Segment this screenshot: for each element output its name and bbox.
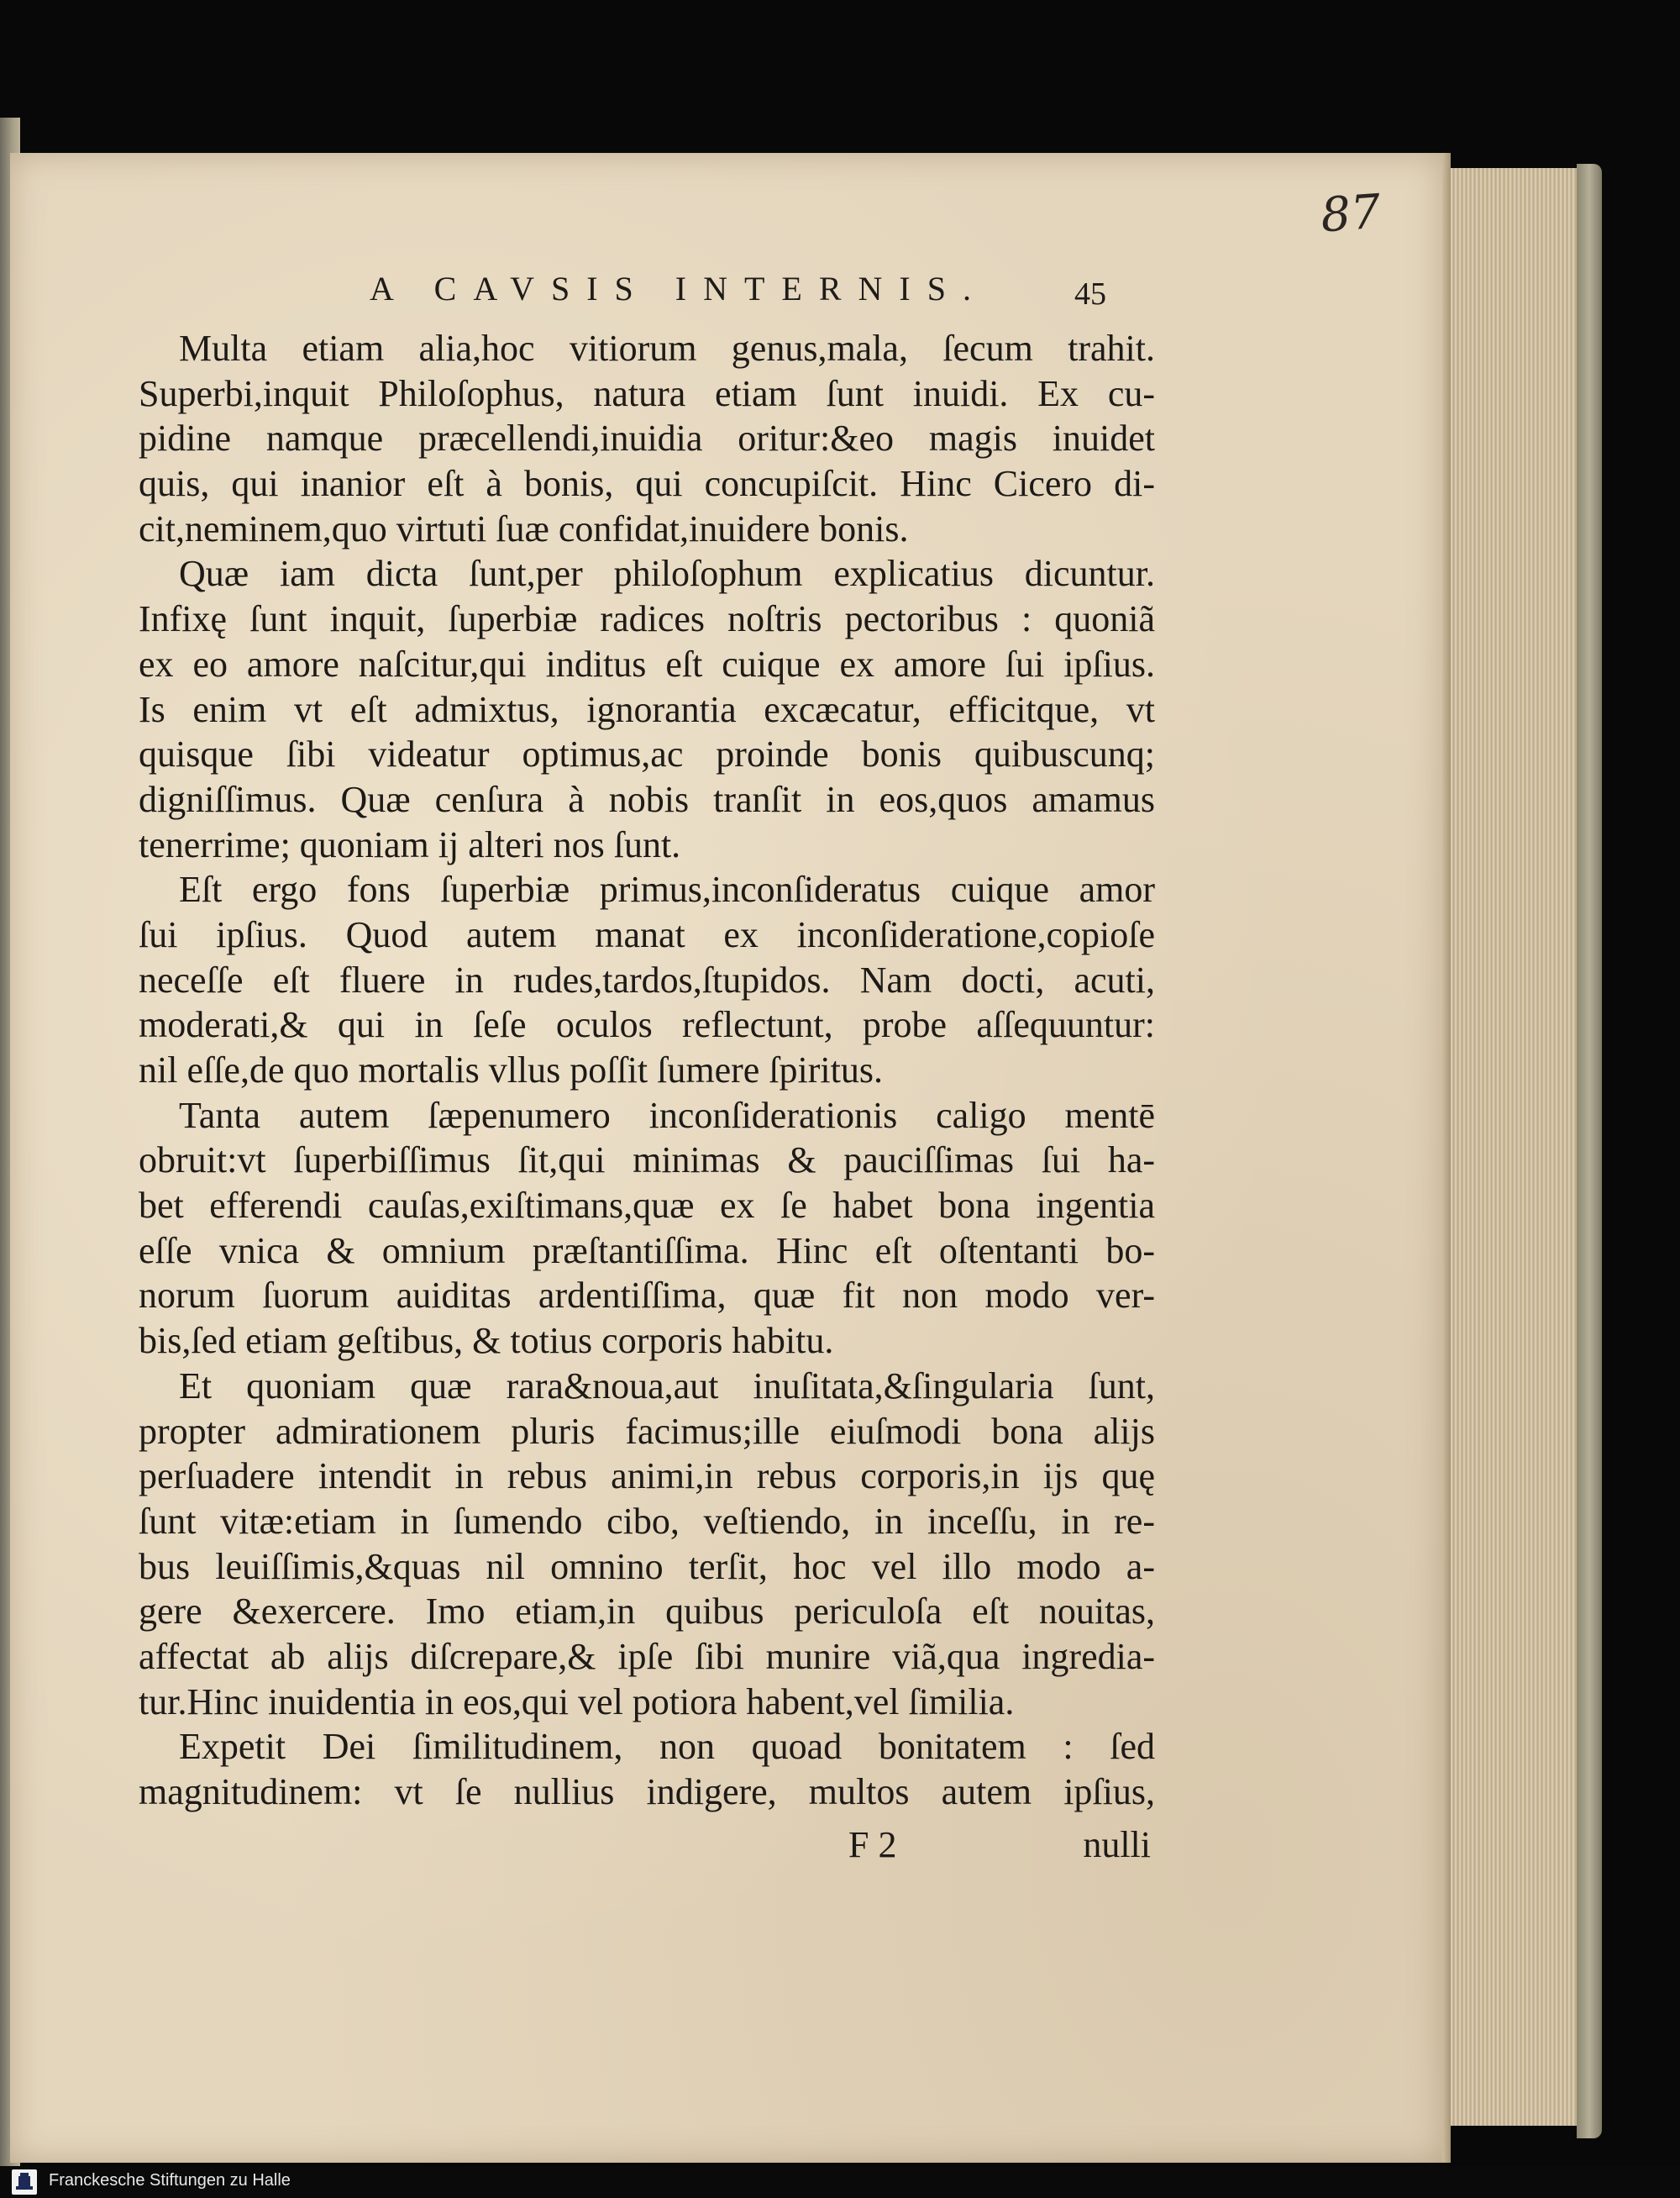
text-line: neceſſe eſt fluere in rudes,tardos,ſtupidos. Nam docti, acuti, xyxy=(139,959,1155,1001)
text-line: quis, qui inanior eſt à bonis, qui concupiſcit. Hinc Cicero di- xyxy=(139,463,1155,505)
running-head: A CAVSIS INTERNIS. xyxy=(370,270,988,308)
text-line: perſuadere intendit in rebus animi,in rebus corporis,in ijs quę xyxy=(139,1455,1155,1497)
footer-institution: Franckesche Stiftungen zu Halle xyxy=(49,2171,291,2190)
text-line: magnitudinem: vt ſe nullius indigere, multos autem ipſius, xyxy=(139,1771,1155,1812)
text-line: nil eſſe,de quo mortalis vllus poſſit ſumere ſpiritus. xyxy=(139,1049,883,1091)
text-line: Superbi,inquit Philoſophus, natura etiam ſunt inuidi. Ex cu- xyxy=(139,372,1155,414)
catchword: nulli xyxy=(1083,1824,1151,1865)
text-line: ex eo amore naſcitur,qui inditus eſt cuique ex amore ſui ipſius. xyxy=(139,643,1155,685)
text-line: tur.Hinc inuidentia in eos,qui vel potiora habent,vel ſimilia. xyxy=(139,1680,1015,1722)
text-line: Et quoniam quæ rara&noua,aut inuſitata,&ſingularia ſunt, xyxy=(179,1365,1155,1407)
text-line: Quæ iam dicta ſunt,per philoſophum explicatius dicuntur. xyxy=(179,553,1155,595)
text-line: Eſt ergo fons ſuperbiæ primus,inconſideratus cuique amor xyxy=(179,869,1155,911)
text-line: Tanta autem ſæpenumero inconſiderationis caligo mentē xyxy=(179,1094,1155,1136)
page-number: 45 xyxy=(1074,276,1106,312)
text-line: eſſe vnica & omnium præſtantiſſima. Hinc eſt oſtentanti bo- xyxy=(139,1229,1155,1271)
text-line: quisque ſibi videatur optimus,ac proinde bonis quibuscunq; xyxy=(139,734,1155,776)
text-line: moderati,& qui in ſeſe oculos reflectunt, probe aſſequuntur: xyxy=(139,1004,1155,1046)
text-line: Expetit Dei ſimilitudinem, non quoad bonitatem : ſed xyxy=(179,1726,1155,1768)
institution-logo-icon xyxy=(12,2169,37,2195)
text-line: bet efferendi cauſas,exiſtimans,quæ ex ſe habet bona ingentia xyxy=(139,1185,1155,1227)
text-block-edges xyxy=(1451,168,1577,2126)
text-line: digniſſimus. Quæ cenſura à nobis tranſit in eos,quos amamus xyxy=(139,778,1155,820)
page-edge xyxy=(1442,153,1451,2163)
text-line: tenerrime; quoniam ij alteri nos ſunt. xyxy=(139,823,681,865)
text-line: cit,neminem,quo virtuti ſuæ confidat,inuidere bonis. xyxy=(139,507,909,550)
text-line: ſui ipſius. Quod autem manat ex inconſideratione,copioſe xyxy=(139,913,1155,955)
text-line: gere &exercere. Imo etiam,in quibus periculoſa eſt nouitas, xyxy=(139,1591,1155,1633)
signature-mark: F 2 xyxy=(848,1824,897,1865)
text-line: ſunt vitæ:etiam in ſumendo cibo, veſtiendo, in inceſſu, in re- xyxy=(139,1500,1155,1542)
text-line: bis,ſed etiam geſtibus, & totius corporis habitu. xyxy=(139,1320,834,1362)
book-cover-right xyxy=(1577,164,1602,2138)
text-line: norum ſuorum auiditas ardentiſſima, quæ fit non modo ver- xyxy=(139,1275,1155,1317)
text-line: pidine namque præcellendi,inuidia oritur:&eo magis inuidet xyxy=(139,418,1155,460)
text-line: bus leuiſſimis,&quas nil omnino terſit, hoc vel illo modo a- xyxy=(139,1545,1155,1587)
text-line: Multa etiam alia,hoc vitiorum genus,mala, ſecum trahit. xyxy=(179,328,1155,369)
text-line: Is enim vt eſt admixtus, ignorantia excæcatur, efficitque, vt xyxy=(139,688,1155,730)
text-body xyxy=(139,326,1155,1815)
handwritten-folio: 87 xyxy=(1319,184,1383,244)
text-line: Infixę ſunt inquit, ſuperbiæ radices noſtris pectoribus : quoniã xyxy=(139,598,1155,640)
text-line: propter admirationem pluris facimus;ille eiuſmodi bona alijs xyxy=(139,1410,1155,1452)
text-line: obruit:vt ſuperbiſſimus ſit,qui minimas & pauciſſimas ſui ha- xyxy=(139,1139,1155,1181)
text-line: affectat ab alijs diſcrepare,& ipſe ſibi munire viã,qua ingredia- xyxy=(139,1635,1155,1677)
